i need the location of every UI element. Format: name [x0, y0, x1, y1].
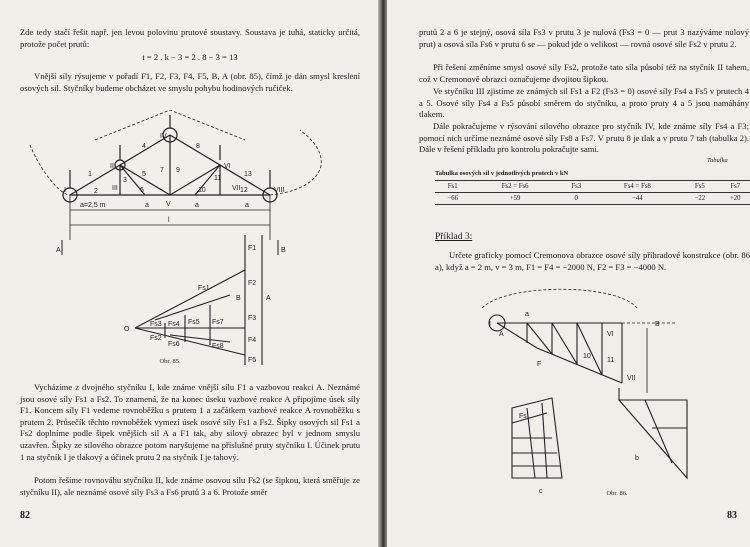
right-page — [387, 0, 750, 547]
force-label-fs6: Fs6 — [168, 341, 180, 348]
table-cell: +59 — [509, 195, 521, 202]
fig86-dim-a: a — [525, 311, 529, 318]
left-paragraph-1: Zde tedy stačí řešit např. jen levou polovinu prutové soustavy. Soustava je tuhá, staticky určitá, protože počet prutů: — [20, 27, 360, 49]
member-label-8: 8 — [196, 143, 200, 150]
force-label-f3: F3 — [248, 315, 257, 322]
force-label-fs7: Fs7 — [212, 319, 224, 326]
member-label-9: 9 — [176, 167, 180, 174]
fig86-member-11: 11 — [607, 357, 615, 364]
table-header-cell: Fs1 — [447, 183, 458, 190]
node-label-V: V — [166, 201, 171, 208]
figure-85-caption: Obr. 85. — [159, 358, 181, 365]
force-label-f2: F2 — [248, 280, 257, 287]
force-label-fs4: Fs4 — [168, 321, 180, 328]
dimension-a-2: a — [195, 202, 199, 209]
figure-86-caption: Obr. 86. — [606, 490, 628, 497]
left-paragraph-2: Vnější síly rýsujeme v pořadí F1, F2, F3, F4, F5, B, A (obr. 85), čímž je dán smysl kreslení osových sil. Styčníky budeme obcházet ve smyslu pohybu hodinových ručiček. — [20, 71, 360, 93]
force-label-f5: F5 — [248, 357, 257, 364]
truss-figure-86 — [387, 288, 750, 508]
member-label-5: 5 — [142, 171, 146, 178]
support-label-b: B — [281, 247, 286, 254]
node-label-VII: VII — [232, 185, 241, 192]
example-text: Určete graficky pomocí Cremonova obrazce osové síly příhradové konstrukce (obr. 86 a), když a = 2 m, v = 3 m, F1 = F4 = −2000 N, F2 = F3 = −4000 N. — [435, 250, 750, 272]
node-label-IV: IV — [160, 133, 167, 140]
member-label-6: 6 — [140, 187, 144, 194]
fig86-node-VI: VI — [607, 331, 614, 338]
table-header-cell: Fs5 — [694, 183, 705, 190]
table-cell: +20 — [729, 195, 741, 202]
member-label-7: 7 — [160, 167, 164, 174]
book-gutter — [378, 0, 387, 547]
right-page-number: 83 — [727, 510, 737, 521]
fig86-force-label: Fs — [519, 413, 527, 420]
member-label-12: 12 — [240, 187, 248, 194]
table-cell: −66 — [447, 195, 459, 202]
dimension-first-panel: a=2,5 m — [80, 202, 106, 209]
table-header-row — [435, 181, 750, 193]
table-header-cell: Fs7 — [730, 183, 741, 190]
fig86-support-a: A — [499, 331, 504, 338]
node-label-II: II — [110, 163, 114, 170]
right-paragraph-3: Ve styčníku III zjistíme ze známých sil Fs1 a F2 (Fs3 = 0) osové síly Fs4 a Fs5 v prutech 4 a 5. Osové síly Fs4 a Fs5 působí směrem do styčníku, a proto pruty 4 a 5 jsou namáhány tlakem. — [419, 86, 749, 120]
force-label-f1: F1 — [248, 245, 257, 252]
dimension-a-3: a — [245, 202, 249, 209]
table-cell: −22 — [694, 195, 706, 202]
force-label-reaction-a: A — [266, 295, 271, 302]
left-paragraph-4: Potom řešíme rovnováhu styčníku II, kde známe osovou sílu Fs2 (se šipkou, která směřuje ze styčníku II), ale neznámé osové síly Fs3 a Fs6 prutů 3 a 6. Protože směr — [20, 475, 360, 497]
right-paragraph-2: Při řešení změníme smysl osové síly Fs2, protože tato síla působí též na styčník II tahem, což v Cremonově obrazci označujeme dvojitou šipkou. — [419, 62, 749, 84]
fig86-node-VII: VII — [627, 375, 636, 382]
member-label-13: 13 — [244, 171, 252, 178]
left-page-number: 82 — [20, 510, 30, 521]
member-label-1: 1 — [88, 171, 92, 178]
node-label-III: III — [112, 185, 118, 192]
left-paragraph-3: Vycházíme z dvojného styčníku I, kde známe vnější sílu F1 a vazbovou reakci A. Neznámé jsou osové síly Fs1 a Fs2. To znamená, že na konec úseku vazbové reakce A připojíme úsek síly F1. Koncem síly F1 vedeme rovnoběžku s prutem 1 a začátkem vazbové reakce A rovnoběžku s prutem 2. Průsečík těchto rovnoběžek vymezí úsek osové síly Fs1 a Fs2. Šipky osových sil Fs1 a Fs2 doplníme podle šipek vnějších sil A a F1 tak, aby silový obrazec byl v jednom smyslu uzavřen. Šipky ze silového obrazce potom naryšujeme na příslušné pruty styčníku I. Účinek prutu 1 na styčník I je tlakový a účinek prutu 2 na styčník I je tahový. — [20, 382, 360, 462]
member-label-10: 10 — [198, 187, 206, 194]
fig86-part-b: b — [635, 455, 639, 462]
fig86-support-b: B — [655, 321, 660, 328]
example-heading: Příklad 3: — [435, 232, 473, 242]
force-label-f4: F4 — [248, 337, 257, 344]
member-label-2: 2 — [94, 188, 98, 195]
dimension-a-1: a — [145, 202, 149, 209]
node-label-VI: VI — [224, 163, 231, 170]
node-label-VIII: VIII — [274, 187, 285, 194]
member-label-3: 3 — [123, 177, 127, 184]
force-table — [435, 180, 750, 205]
force-label-fs8: Fs8 — [212, 343, 224, 350]
table-label: Tabulka — [707, 157, 728, 164]
member-count-formula: t = 2 . k − 3 = 2 . 8 − 3 = 13 — [142, 52, 238, 62]
node-label-I: I — [64, 187, 66, 194]
truss-figure-85 — [0, 110, 378, 370]
table-cell: 0 — [574, 195, 578, 202]
dimension-l: l — [168, 217, 170, 224]
force-pole-label: O — [124, 326, 130, 333]
fig86-node-I: I — [489, 321, 491, 328]
force-label-fs2: Fs2 — [150, 335, 162, 342]
force-label-fs1: Fs1 — [198, 285, 210, 292]
member-label-11: 11 — [214, 175, 222, 182]
table-header-cell: Fs2 = Fs6 — [501, 183, 529, 190]
force-label-reaction-b: B — [236, 295, 241, 302]
member-label-4: 4 — [142, 143, 146, 150]
table-title: Tabulka osových sil v jednotlivých prutech v kN — [435, 170, 569, 177]
table-row — [435, 193, 750, 205]
right-paragraph-1: prutů 2 a 6 je stejný, osová síla Fs3 v prutu 3 je nulová (Fs3 = 0 — prut 3 nazýváme nulový prut) a osová síla Fs6 v prutu 6 se — pokud jde o velikost — rovná osové síle Fs2 v prutu 2. — [419, 27, 749, 49]
fig86-part-c: c — [539, 488, 543, 495]
table-header-cell: Fs4 = Fs8 — [623, 183, 651, 190]
support-label-a: A — [56, 247, 61, 254]
table-header-cell: Fs3 — [571, 183, 582, 190]
right-paragraph-4: Dále pokračujeme v rýsování silového obrazce pro styčník IV, kde známe síly Fs4 a F3; pomocí nich určíme neznámé osové síly Fs8 a Fs7. V prutu 8 je tlak a v prutu 7 tah (tabulka 2). Dále v řešení příkladu pro kontrolu pokračujte sami. — [419, 121, 749, 155]
fig86-label-f: F — [537, 361, 542, 368]
fig86-member-10: 10 — [583, 353, 591, 360]
force-label-fs5: Fs5 — [188, 319, 200, 326]
table-cell: −44 — [632, 195, 643, 202]
force-label-fs3: Fs3 — [150, 321, 162, 328]
